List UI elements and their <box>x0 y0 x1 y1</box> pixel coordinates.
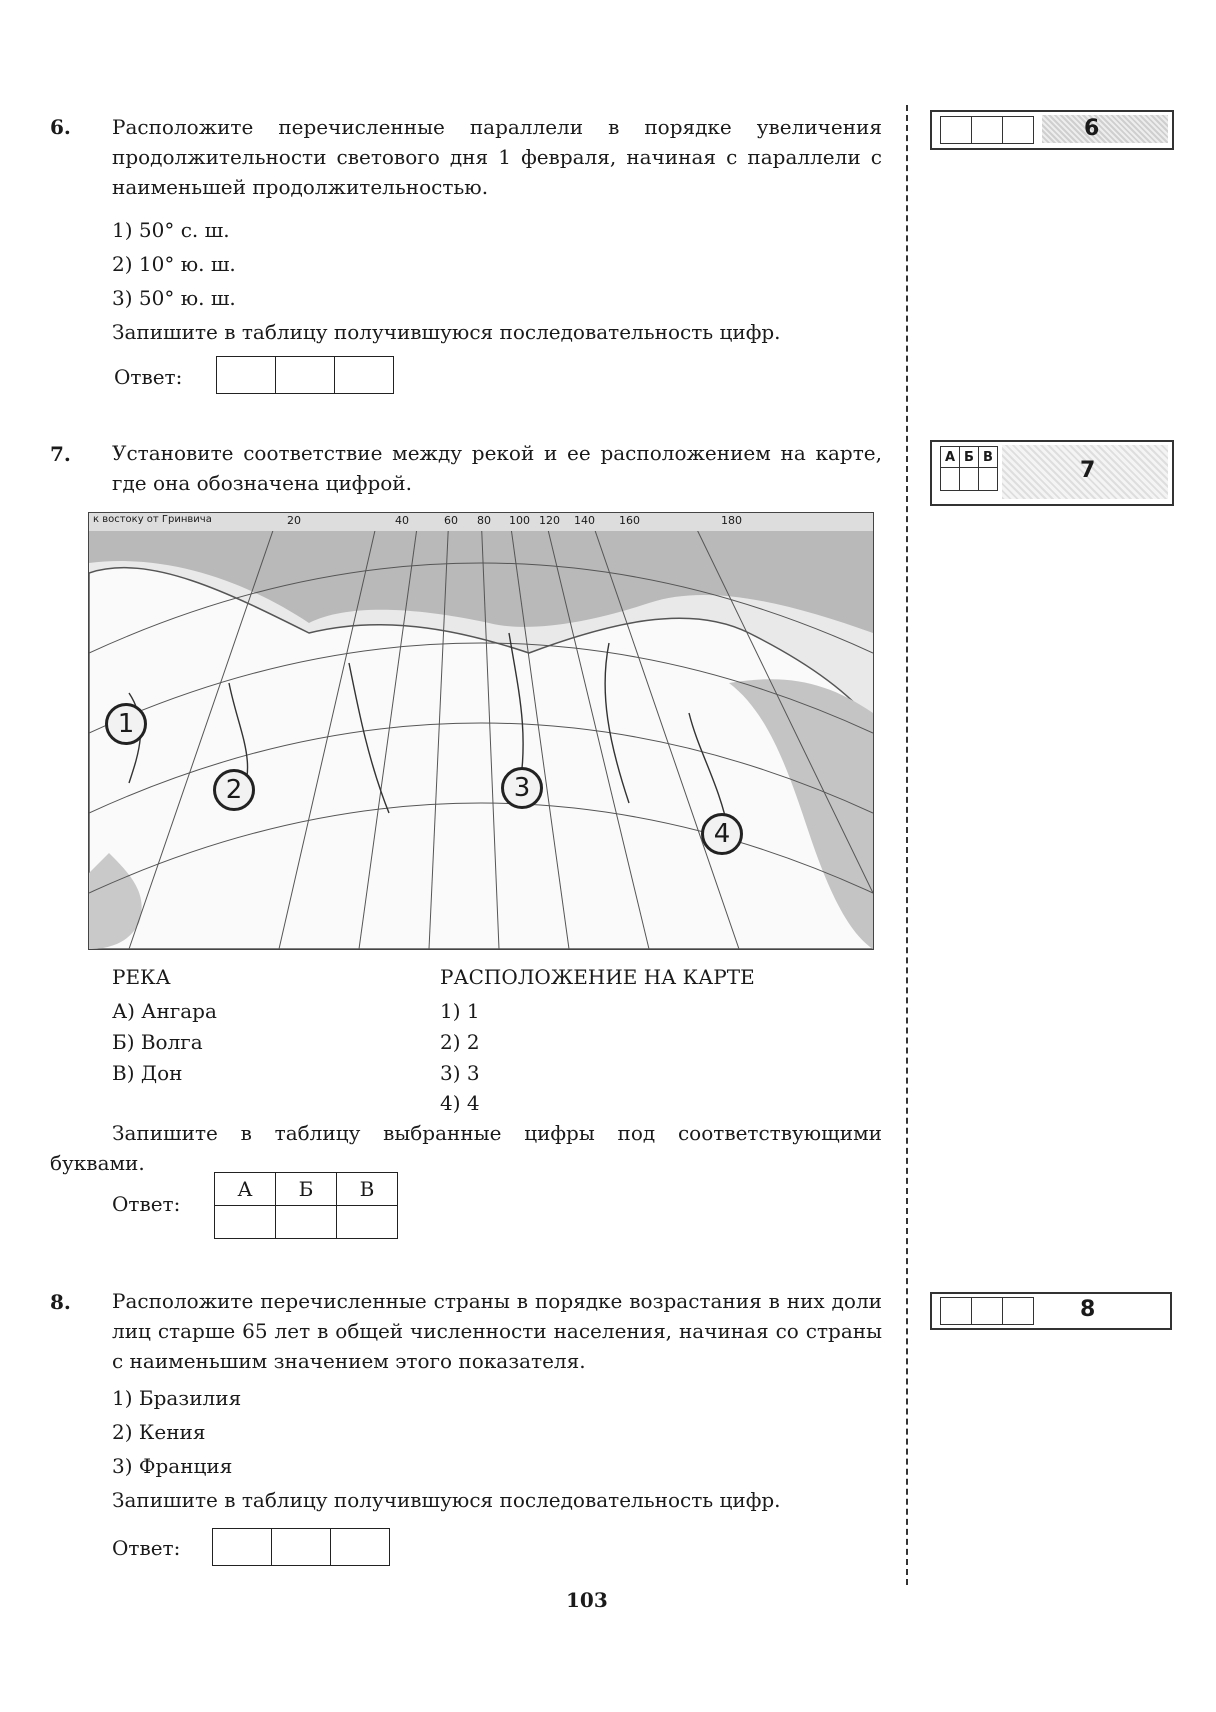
map-caption: к востоку от Гринвича <box>93 514 212 525</box>
q7-side-letter: А <box>941 447 960 468</box>
table-row[interactable] <box>215 1206 398 1239</box>
q6-answer-label: Ответ: <box>114 365 183 389</box>
q6-option-1: 1) 50° с. ш. <box>112 218 230 242</box>
q8-side-box <box>930 1292 1172 1330</box>
q7-answer-cell[interactable] <box>215 1206 276 1239</box>
q7-number: 7. <box>50 442 71 466</box>
q7-side-cell[interactable] <box>979 468 998 491</box>
land-mass <box>89 568 873 949</box>
cut-line <box>906 105 908 1585</box>
q7-side-table <box>940 446 998 491</box>
q8-option-2: 2) Кения <box>112 1420 206 1444</box>
q7-side-box <box>930 440 1174 506</box>
q7-right-header: РАСПОЛОЖЕНИЕ НА КАРТЕ <box>440 965 755 989</box>
q8-answer-grid[interactable] <box>212 1528 390 1566</box>
q8-side-cell[interactable] <box>972 1298 1003 1324</box>
longitude-label: 180 <box>721 514 742 527</box>
longitude-label: 160 <box>619 514 640 527</box>
q6-answer-cell[interactable] <box>217 357 276 393</box>
q7-instruction: Запишите в таблицу выбранные цифры под соответствующими буквами. <box>50 1121 882 1175</box>
q7-side-cell[interactable] <box>960 468 979 491</box>
q7-left-item: В) Дон <box>112 1061 183 1085</box>
q7-answer-table <box>214 1172 398 1239</box>
q7-table-header: Б <box>276 1173 337 1206</box>
q6-side-shade <box>1042 115 1168 143</box>
longitude-label: 80 <box>477 514 491 527</box>
q7-side-cell[interactable] <box>941 468 960 491</box>
q7-right-item: 4) 4 <box>440 1091 480 1115</box>
q7-answer-cell[interactable] <box>337 1206 398 1239</box>
q8-side-number: 8 <box>1080 1297 1096 1322</box>
q7-right-item: 3) 3 <box>440 1061 480 1085</box>
q8-option-3: 3) Франция <box>112 1454 233 1478</box>
q6-option-3: 3) 50° ю. ш. <box>112 286 236 310</box>
map-marker-4: 4 <box>701 813 743 855</box>
q7-side-number: 7 <box>1080 458 1096 483</box>
table-header-row <box>215 1173 398 1206</box>
q6-side-cell[interactable] <box>1003 117 1033 143</box>
q7-right-item: 1) 1 <box>440 999 480 1023</box>
longitude-label: 20 <box>287 514 301 527</box>
q8-answer-cell[interactable] <box>213 1529 272 1565</box>
q6-instruction: Запишите в таблицу получившуюся последовательность цифр. <box>112 320 781 344</box>
q6-answer-cell[interactable] <box>276 357 335 393</box>
q8-option-1: 1) Бразилия <box>112 1386 242 1410</box>
q6-side-cell[interactable] <box>941 117 972 143</box>
longitude-label: 140 <box>574 514 595 527</box>
map-marker-1: 1 <box>105 703 147 745</box>
q7-side-letter: Б <box>960 447 979 468</box>
q8-instruction: Запишите в таблицу получившуюся последовательность цифр. <box>112 1488 781 1512</box>
q7-table-header: А <box>215 1173 276 1206</box>
map-marker-2: 2 <box>213 769 255 811</box>
q7-text: Установите соответствие между рекой и ее расположением на карте, где она обозначена цифрой. <box>112 441 882 495</box>
q8-answer-cell[interactable] <box>331 1529 389 1565</box>
longitude-label: 100 <box>509 514 530 527</box>
q7-answer-label: Ответ: <box>112 1192 181 1216</box>
q8-side-cell[interactable] <box>941 1298 972 1324</box>
q7-right-item: 2) 2 <box>440 1030 480 1054</box>
longitude-label: 40 <box>395 514 409 527</box>
q6-answer-cell[interactable] <box>335 357 393 393</box>
q6-number: 6. <box>50 115 71 139</box>
russia-map <box>88 512 874 950</box>
q7-table-header: В <box>337 1173 398 1206</box>
q6-text: Расположите перечисленные параллели в порядке увеличения продолжительности светового дня 1 февраля, начиная с параллели с наименьшей продолжительностью. <box>112 115 882 199</box>
map-marker-3: 3 <box>501 767 543 809</box>
q7-left-item: А) Ангара <box>112 999 217 1023</box>
q8-number: 8. <box>50 1290 71 1314</box>
q7-left-item: Б) Волга <box>112 1030 203 1054</box>
page-number: 103 <box>566 1588 608 1612</box>
q6-side-box <box>930 110 1174 150</box>
longitude-label: 120 <box>539 514 560 527</box>
q8-answer-cell[interactable] <box>272 1529 331 1565</box>
map-svg <box>89 513 873 949</box>
q6-side-cell[interactable] <box>972 117 1003 143</box>
q8-answer-label: Ответ: <box>112 1536 181 1560</box>
q6-side-number: 6 <box>1084 116 1100 141</box>
q8-side-cell[interactable] <box>1003 1298 1033 1324</box>
q7-side-letter: В <box>979 447 998 468</box>
longitude-label: 60 <box>444 514 458 527</box>
q6-option-2: 2) 10° ю. ш. <box>112 252 236 276</box>
q8-text: Расположите перечисленные страны в порядке возрастания в них доли лиц старше 65 лет в общей численности населения, начиная со страны с наименьшим значением этого показателя. <box>112 1289 882 1373</box>
q7-answer-cell[interactable] <box>276 1206 337 1239</box>
q7-left-header: РЕКА <box>112 965 171 989</box>
q6-answer-grid[interactable] <box>216 356 394 394</box>
